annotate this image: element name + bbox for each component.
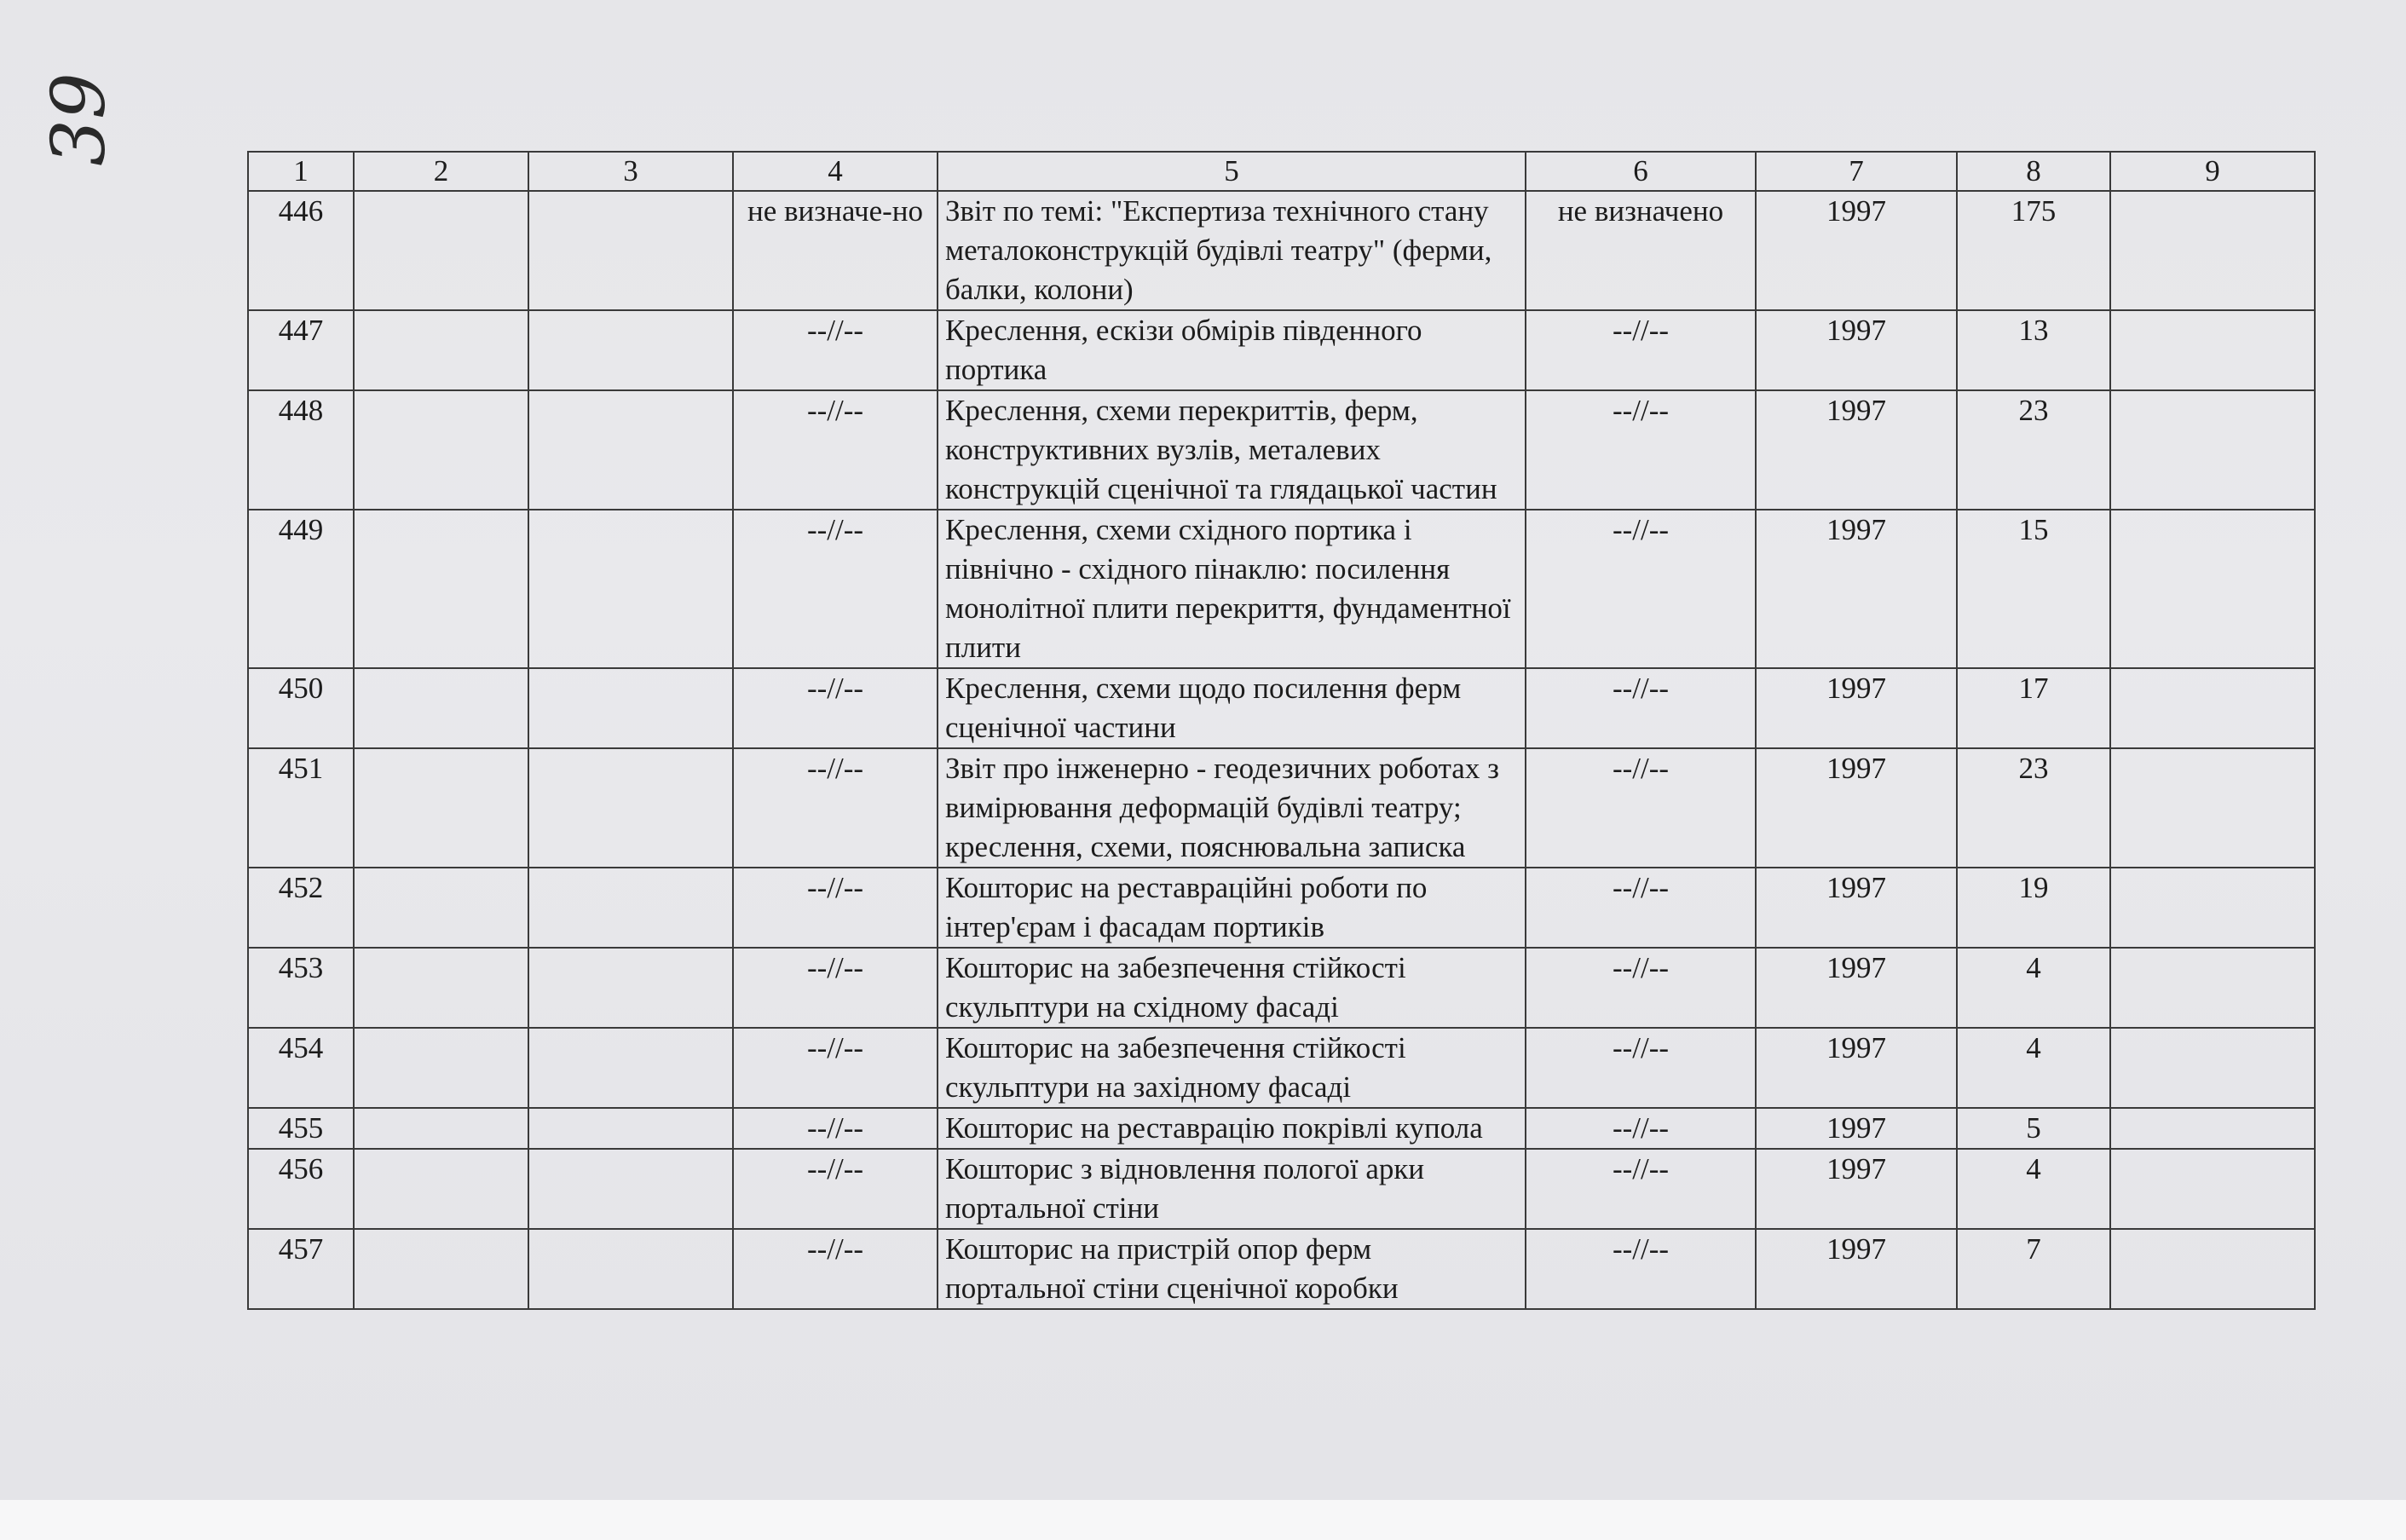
column-header-4: 4 bbox=[733, 152, 938, 191]
pages-cell: 15 bbox=[1957, 510, 2110, 668]
status-cell: --//-- bbox=[733, 510, 938, 668]
status-cell: не визначе-но bbox=[733, 191, 938, 310]
column-2-cell bbox=[354, 1229, 528, 1309]
column-9-cell bbox=[2110, 1028, 2315, 1108]
column-header-2: 2 bbox=[354, 152, 528, 191]
column-3-cell bbox=[528, 510, 733, 668]
handwritten-page-number: 39 bbox=[37, 72, 122, 166]
status-cell: --//-- bbox=[733, 1149, 938, 1229]
column-3-cell bbox=[528, 668, 733, 748]
column-3-cell bbox=[528, 868, 733, 948]
inventory-table bbox=[247, 151, 2316, 1310]
column-3-cell bbox=[528, 1108, 733, 1149]
year-cell: 1997 bbox=[1756, 748, 1957, 868]
column-2-cell bbox=[354, 1028, 528, 1108]
pages-cell: 175 bbox=[1957, 191, 2110, 310]
year-cell: 1997 bbox=[1756, 948, 1957, 1028]
column-6-cell: --//-- bbox=[1526, 310, 1756, 390]
table-row bbox=[248, 948, 2315, 1028]
column-3-cell bbox=[528, 948, 733, 1028]
year-cell: 1997 bbox=[1756, 510, 1957, 668]
item-number-cell: 453 bbox=[248, 948, 354, 1028]
column-3-cell bbox=[528, 748, 733, 868]
status-cell: --//-- bbox=[733, 868, 938, 948]
column-3-cell bbox=[528, 1149, 733, 1229]
table-row bbox=[248, 868, 2315, 948]
year-cell: 1997 bbox=[1756, 1108, 1957, 1149]
title-cell: Кошторис з відновлення пологої арки портальної стіни bbox=[938, 1149, 1526, 1229]
year-cell: 1997 bbox=[1756, 1028, 1957, 1108]
column-2-cell bbox=[354, 1149, 528, 1229]
year-cell: 1997 bbox=[1756, 310, 1957, 390]
item-number-cell: 452 bbox=[248, 868, 354, 948]
column-2-cell bbox=[354, 668, 528, 748]
table-row bbox=[248, 390, 2315, 510]
year-cell: 1997 bbox=[1756, 668, 1957, 748]
column-2-cell bbox=[354, 191, 528, 310]
scanner-background bbox=[0, 1500, 2406, 1540]
item-number-cell: 457 bbox=[248, 1229, 354, 1309]
pages-cell: 4 bbox=[1957, 1028, 2110, 1108]
status-cell: --//-- bbox=[733, 948, 938, 1028]
column-9-cell bbox=[2110, 1108, 2315, 1149]
column-header-1: 1 bbox=[248, 152, 354, 191]
title-cell: Креслення, схеми щодо посилення ферм сценічної частини bbox=[938, 668, 1526, 748]
title-cell: Креслення, схеми східного портика і північно - східного пінаклю: посилення монолітної плити перекриття, фундаментної плити bbox=[938, 510, 1526, 668]
year-cell: 1997 bbox=[1756, 390, 1957, 510]
year-cell: 1997 bbox=[1756, 1149, 1957, 1229]
column-9-cell bbox=[2110, 868, 2315, 948]
status-cell: --//-- bbox=[733, 1028, 938, 1108]
table-row bbox=[248, 510, 2315, 668]
column-6-cell: --//-- bbox=[1526, 1028, 1756, 1108]
column-2-cell bbox=[354, 510, 528, 668]
status-cell: --//-- bbox=[733, 310, 938, 390]
status-cell: --//-- bbox=[733, 1229, 938, 1309]
column-header-7: 7 bbox=[1756, 152, 1957, 191]
title-cell: Кошторис на реставрацію покрівлі купола bbox=[938, 1108, 1526, 1149]
status-cell: --//-- bbox=[733, 748, 938, 868]
column-9-cell bbox=[2110, 668, 2315, 748]
column-9-cell bbox=[2110, 948, 2315, 1028]
title-cell: Кошторис на забезпечення стійкості скульптури на східному фасаді bbox=[938, 948, 1526, 1028]
table-row bbox=[248, 310, 2315, 390]
table-row bbox=[248, 1229, 2315, 1309]
column-6-cell: --//-- bbox=[1526, 510, 1756, 668]
pages-cell: 7 bbox=[1957, 1229, 2110, 1309]
header-row bbox=[248, 152, 2315, 191]
status-cell: --//-- bbox=[733, 1108, 938, 1149]
column-9-cell bbox=[2110, 510, 2315, 668]
title-cell: Кошторис на реставраційні роботи по інтер'єрам і фасадам портиків bbox=[938, 868, 1526, 948]
item-number-cell: 447 bbox=[248, 310, 354, 390]
column-2-cell bbox=[354, 948, 528, 1028]
column-2-cell bbox=[354, 310, 528, 390]
column-6-cell: --//-- bbox=[1526, 868, 1756, 948]
column-2-cell bbox=[354, 748, 528, 868]
column-6-cell: --//-- bbox=[1526, 948, 1756, 1028]
title-cell: Кошторис на пристрій опор ферм портальної стіни сценічної коробки bbox=[938, 1229, 1526, 1309]
column-header-8: 8 bbox=[1957, 152, 2110, 191]
column-header-9: 9 bbox=[2110, 152, 2315, 191]
item-number-cell: 454 bbox=[248, 1028, 354, 1108]
title-cell: Креслення, схеми перекриттів, ферм, конструктивних вузлів, металевих конструкцій сценічної та глядацької частин bbox=[938, 390, 1526, 510]
column-6-cell: --//-- bbox=[1526, 390, 1756, 510]
column-9-cell bbox=[2110, 390, 2315, 510]
column-6-cell: --//-- bbox=[1526, 1229, 1756, 1309]
column-6-cell: --//-- bbox=[1526, 748, 1756, 868]
column-2-cell bbox=[354, 1108, 528, 1149]
year-cell: 1997 bbox=[1756, 1229, 1957, 1309]
title-cell: Креслення, ескізи обмірів південного портика bbox=[938, 310, 1526, 390]
column-6-cell: --//-- bbox=[1526, 1108, 1756, 1149]
pages-cell: 23 bbox=[1957, 390, 2110, 510]
table-row bbox=[248, 1108, 2315, 1149]
column-header-3: 3 bbox=[528, 152, 733, 191]
status-cell: --//-- bbox=[733, 390, 938, 510]
column-2-cell bbox=[354, 868, 528, 948]
item-number-cell: 448 bbox=[248, 390, 354, 510]
column-6-cell: --//-- bbox=[1526, 668, 1756, 748]
table-row bbox=[248, 668, 2315, 748]
column-9-cell bbox=[2110, 1149, 2315, 1229]
title-cell: Звіт по темі: "Експертиза технічного стану металоконструкцій будівлі театру" (ферми, балки, колони) bbox=[938, 191, 1526, 310]
column-9-cell bbox=[2110, 1229, 2315, 1309]
pages-cell: 5 bbox=[1957, 1108, 2110, 1149]
column-9-cell bbox=[2110, 191, 2315, 310]
column-2-cell bbox=[354, 390, 528, 510]
column-3-cell bbox=[528, 390, 733, 510]
pages-cell: 17 bbox=[1957, 668, 2110, 748]
table-row bbox=[248, 1028, 2315, 1108]
column-9-cell bbox=[2110, 748, 2315, 868]
column-header-6: 6 bbox=[1526, 152, 1756, 191]
pages-cell: 13 bbox=[1957, 310, 2110, 390]
column-3-cell bbox=[528, 310, 733, 390]
title-cell: Кошторис на забезпечення стійкості скульптури на західному фасаді bbox=[938, 1028, 1526, 1108]
column-6-cell: не визначено bbox=[1526, 191, 1756, 310]
item-number-cell: 450 bbox=[248, 668, 354, 748]
column-6-cell: --//-- bbox=[1526, 1149, 1756, 1229]
item-number-cell: 451 bbox=[248, 748, 354, 868]
column-9-cell bbox=[2110, 310, 2315, 390]
pages-cell: 23 bbox=[1957, 748, 2110, 868]
table-row bbox=[248, 748, 2315, 868]
item-number-cell: 456 bbox=[248, 1149, 354, 1229]
item-number-cell: 455 bbox=[248, 1108, 354, 1149]
status-cell: --//-- bbox=[733, 668, 938, 748]
item-number-cell: 446 bbox=[248, 191, 354, 310]
year-cell: 1997 bbox=[1756, 868, 1957, 948]
table-row bbox=[248, 1149, 2315, 1229]
column-header-5: 5 bbox=[938, 152, 1526, 191]
pages-cell: 4 bbox=[1957, 948, 2110, 1028]
year-cell: 1997 bbox=[1756, 191, 1957, 310]
table-row bbox=[248, 191, 2315, 310]
column-3-cell bbox=[528, 1028, 733, 1108]
title-cell: Звіт про інженерно - геодезичних роботах з вимірювання деформацій будівлі театру; креслення, схеми, пояснювальна записка bbox=[938, 748, 1526, 868]
pages-cell: 19 bbox=[1957, 868, 2110, 948]
column-3-cell bbox=[528, 1229, 733, 1309]
column-3-cell bbox=[528, 191, 733, 310]
pages-cell: 4 bbox=[1957, 1149, 2110, 1229]
item-number-cell: 449 bbox=[248, 510, 354, 668]
